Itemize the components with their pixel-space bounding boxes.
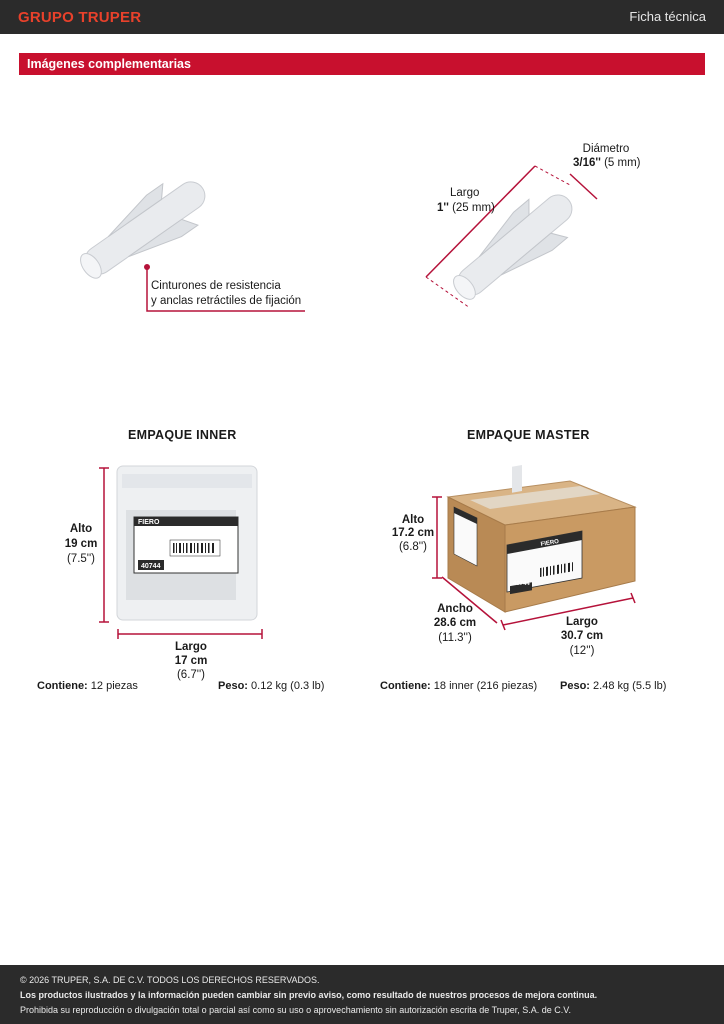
master-height-value: 17.2 cm	[391, 527, 435, 539]
brand-logo: GRUPO TRUPER	[18, 9, 142, 26]
inner-height-imperial: (7.5'')	[66, 553, 96, 565]
feature-callout-line2: y anclas retráctiles de fijación	[151, 295, 302, 307]
inner-length-label: Largo	[175, 641, 207, 653]
footer-notice: Los productos ilustrados y la información pueden cambiar sin previo aviso, como resultado de nuestros procesos de mejora continua.	[20, 990, 598, 1000]
inner-height-value: 19 cm	[64, 538, 98, 550]
master-height-label: Alto	[401, 514, 425, 526]
master-contains: Contiene: 18 inner (216 piezas)	[380, 680, 538, 692]
footer-legal: Prohibida su reproducción o divulgación total o parcial así como su uso o aprovechamiento sin autorización escrita de Truper, S.A. de C.V.	[20, 1005, 571, 1015]
master-length-label: Largo	[566, 616, 598, 628]
length-label: Largo	[450, 187, 480, 199]
master-width-value: 28.6 cm	[433, 617, 477, 629]
inner-package-brand: FIERO	[138, 519, 160, 526]
document-type: Ficha técnica	[629, 9, 706, 24]
master-width-label: Ancho	[437, 603, 473, 615]
feature-callout-line1: Cinturones de resistencia	[151, 280, 281, 292]
master-height-imperial: (6.8'')	[398, 541, 428, 553]
section-title: Imágenes complementarias	[27, 57, 191, 71]
inner-contains: Contiene: 12 piezas	[37, 680, 138, 692]
diameter-value: 3/16'' (5 mm)	[573, 157, 641, 169]
master-package-code: 40744	[513, 581, 530, 587]
inner-length-value: 17 cm	[174, 655, 208, 667]
diameter-label: Diámetro	[582, 143, 630, 155]
master-package-brand: FIERO	[540, 538, 560, 548]
master-length-imperial: (12'')	[569, 645, 595, 657]
master-width-imperial: (11.3'')	[438, 632, 472, 644]
inner-package-code: 40744	[141, 563, 161, 570]
length-value: 1'' (25 mm)	[437, 202, 495, 214]
footer	[0, 965, 724, 1024]
inner-length-imperial: (6.7'')	[176, 669, 206, 681]
footer-copyright: © 2026 TRUPER, S.A. DE C.V. TODOS LOS DERECHOS RESERVADOS.	[20, 975, 320, 985]
inner-height-label: Alto	[69, 523, 93, 535]
master-weight: Peso: 2.48 kg (5.5 lb)	[560, 680, 667, 692]
inner-weight: Peso: 0.12 kg (0.3 lb)	[218, 680, 325, 692]
master-pack-title: EMPAQUE MASTER	[467, 428, 590, 442]
inner-pack-title: EMPAQUE INNER	[128, 428, 237, 442]
master-length-value: 30.7 cm	[560, 630, 604, 642]
